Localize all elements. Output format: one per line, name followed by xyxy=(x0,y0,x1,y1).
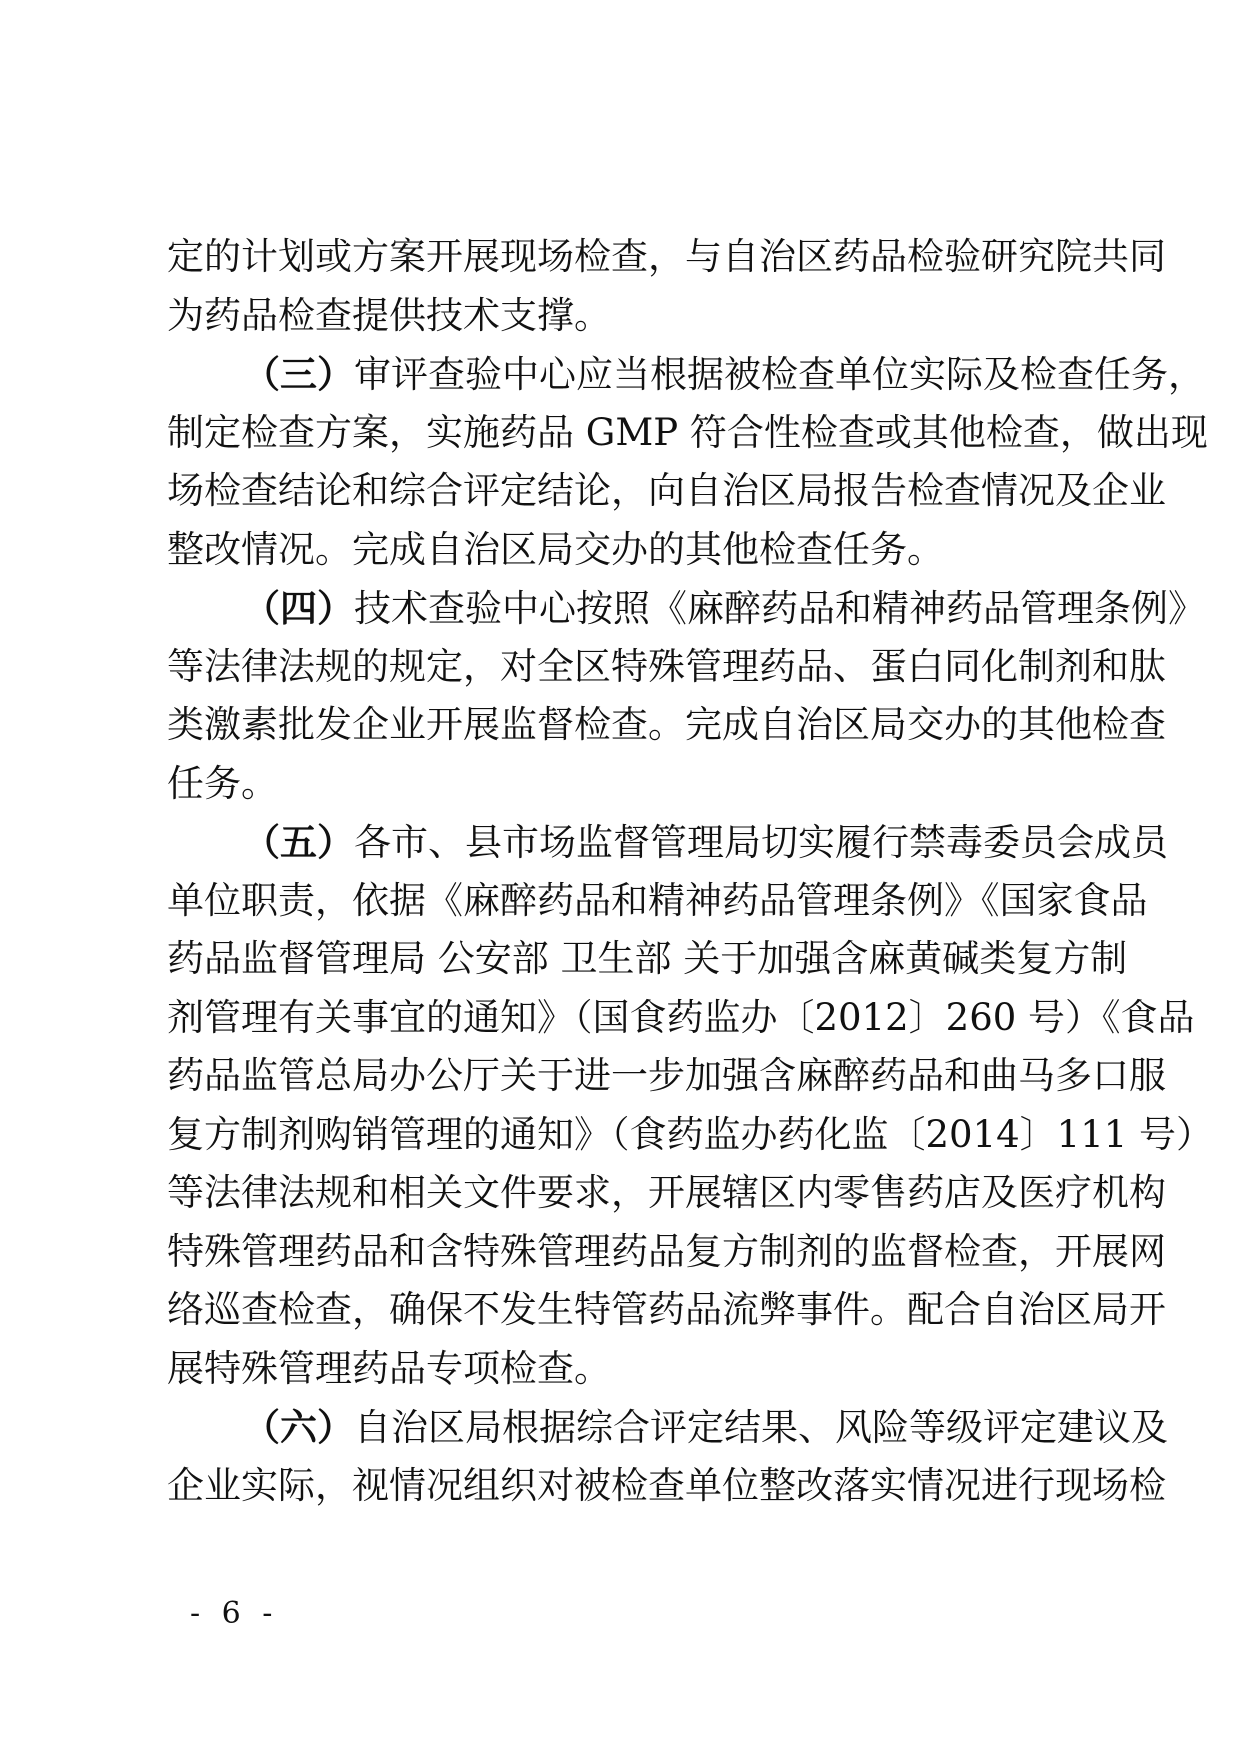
line-text: 任务。 xyxy=(167,761,278,805)
line-text: 药品监管总局办公厅关于进一步加强含麻醉药品和曲马多口服 xyxy=(167,1054,1166,1097)
text-line xyxy=(167,696,1166,755)
text-line xyxy=(167,1457,1166,1516)
text-line xyxy=(167,228,1166,287)
text-line xyxy=(167,579,1205,638)
line-text: 自治区局根据综合评定结果、风险等级评定建议及 xyxy=(354,1406,1168,1449)
text-line xyxy=(167,638,1166,697)
line-text: 络巡查检查，确保不发生特管药品流弊事件。配合自治区局开 xyxy=(167,1288,1166,1331)
text-line xyxy=(167,462,1166,521)
line-text: 类激素批发企业开展监督检查。完成自治区局交办的其他检查 xyxy=(167,703,1166,746)
text-line xyxy=(167,1106,1214,1165)
line-text: 等法律法规的规定，对全区特殊管理药品、蛋白同化制剂和肽 xyxy=(167,644,1166,688)
section-heading: （五） xyxy=(243,820,354,864)
text-line xyxy=(167,1281,1166,1340)
line-text: 药品监督管理局 公安部 卫生部 关于加强含麻黄碱类复方制 xyxy=(167,937,1128,980)
line-text: 审评查验中心应当根据被检查单位实际及检查任务， xyxy=(354,353,1205,396)
section-heading: （四） xyxy=(243,586,354,630)
text-line xyxy=(167,930,1128,989)
text-line xyxy=(167,1164,1166,1223)
text-line xyxy=(167,287,1084,346)
line-text: 定的计划或方案开展现场检查，与自治区药品检验研究院共同 xyxy=(167,235,1166,278)
section-heading: （六） xyxy=(243,1405,354,1449)
line-text: 为药品检查提供技术支撑。 xyxy=(167,293,611,337)
section-heading: （三） xyxy=(243,352,354,396)
line-text: 制定检查方案，实施药品 GMP 符合性检查或其他检查，做出现 xyxy=(167,410,1208,454)
line-text: 复方制剂购销管理的通知》（食药监办药化监〔2014〕111 号） xyxy=(167,1112,1214,1156)
line-text: 剂管理有关事宜的通知》（国食药监办〔2012〕260 号）《食品 xyxy=(167,995,1195,1039)
text-line xyxy=(167,989,1195,1048)
line-text: 单位职责，依据《麻醉药品和精神药品管理条例》《国家食品 xyxy=(167,878,1148,922)
text-line xyxy=(167,1398,1168,1457)
text-line xyxy=(167,521,1084,580)
document-body xyxy=(167,228,1214,1515)
line-text: 等法律法规和相关文件要求，开展辖区内零售药店及医疗机构 xyxy=(167,1171,1166,1214)
line-text: 整改情况。完成自治区局交办的其他检查任务。 xyxy=(167,527,944,571)
text-line xyxy=(167,1223,1166,1282)
text-line xyxy=(167,813,1168,872)
text-line xyxy=(167,755,1084,814)
text-line xyxy=(167,345,1205,404)
line-text: 场检查结论和综合评定结论，向自治区局报告检查情况及企业 xyxy=(167,469,1166,512)
line-text: 各市、县市场监督管理局切实履行禁毒委员会成员 xyxy=(354,821,1168,864)
text-line xyxy=(167,872,1148,931)
text-line xyxy=(167,404,1208,463)
text-line xyxy=(167,1340,1084,1399)
text-line xyxy=(167,1047,1166,1106)
line-text: 技术查验中心按照《麻醉药品和精神药品管理条例》 xyxy=(354,587,1205,630)
line-text: 特殊管理药品和含特殊管理药品复方制剂的监督检查，开展网 xyxy=(167,1229,1166,1273)
page-number: - 6 - xyxy=(190,1596,279,1631)
line-text: 展特殊管理药品专项检查。 xyxy=(167,1346,611,1390)
line-text: 企业实际，视情况组织对被检查单位整改落实情况进行现场检 xyxy=(167,1463,1166,1507)
